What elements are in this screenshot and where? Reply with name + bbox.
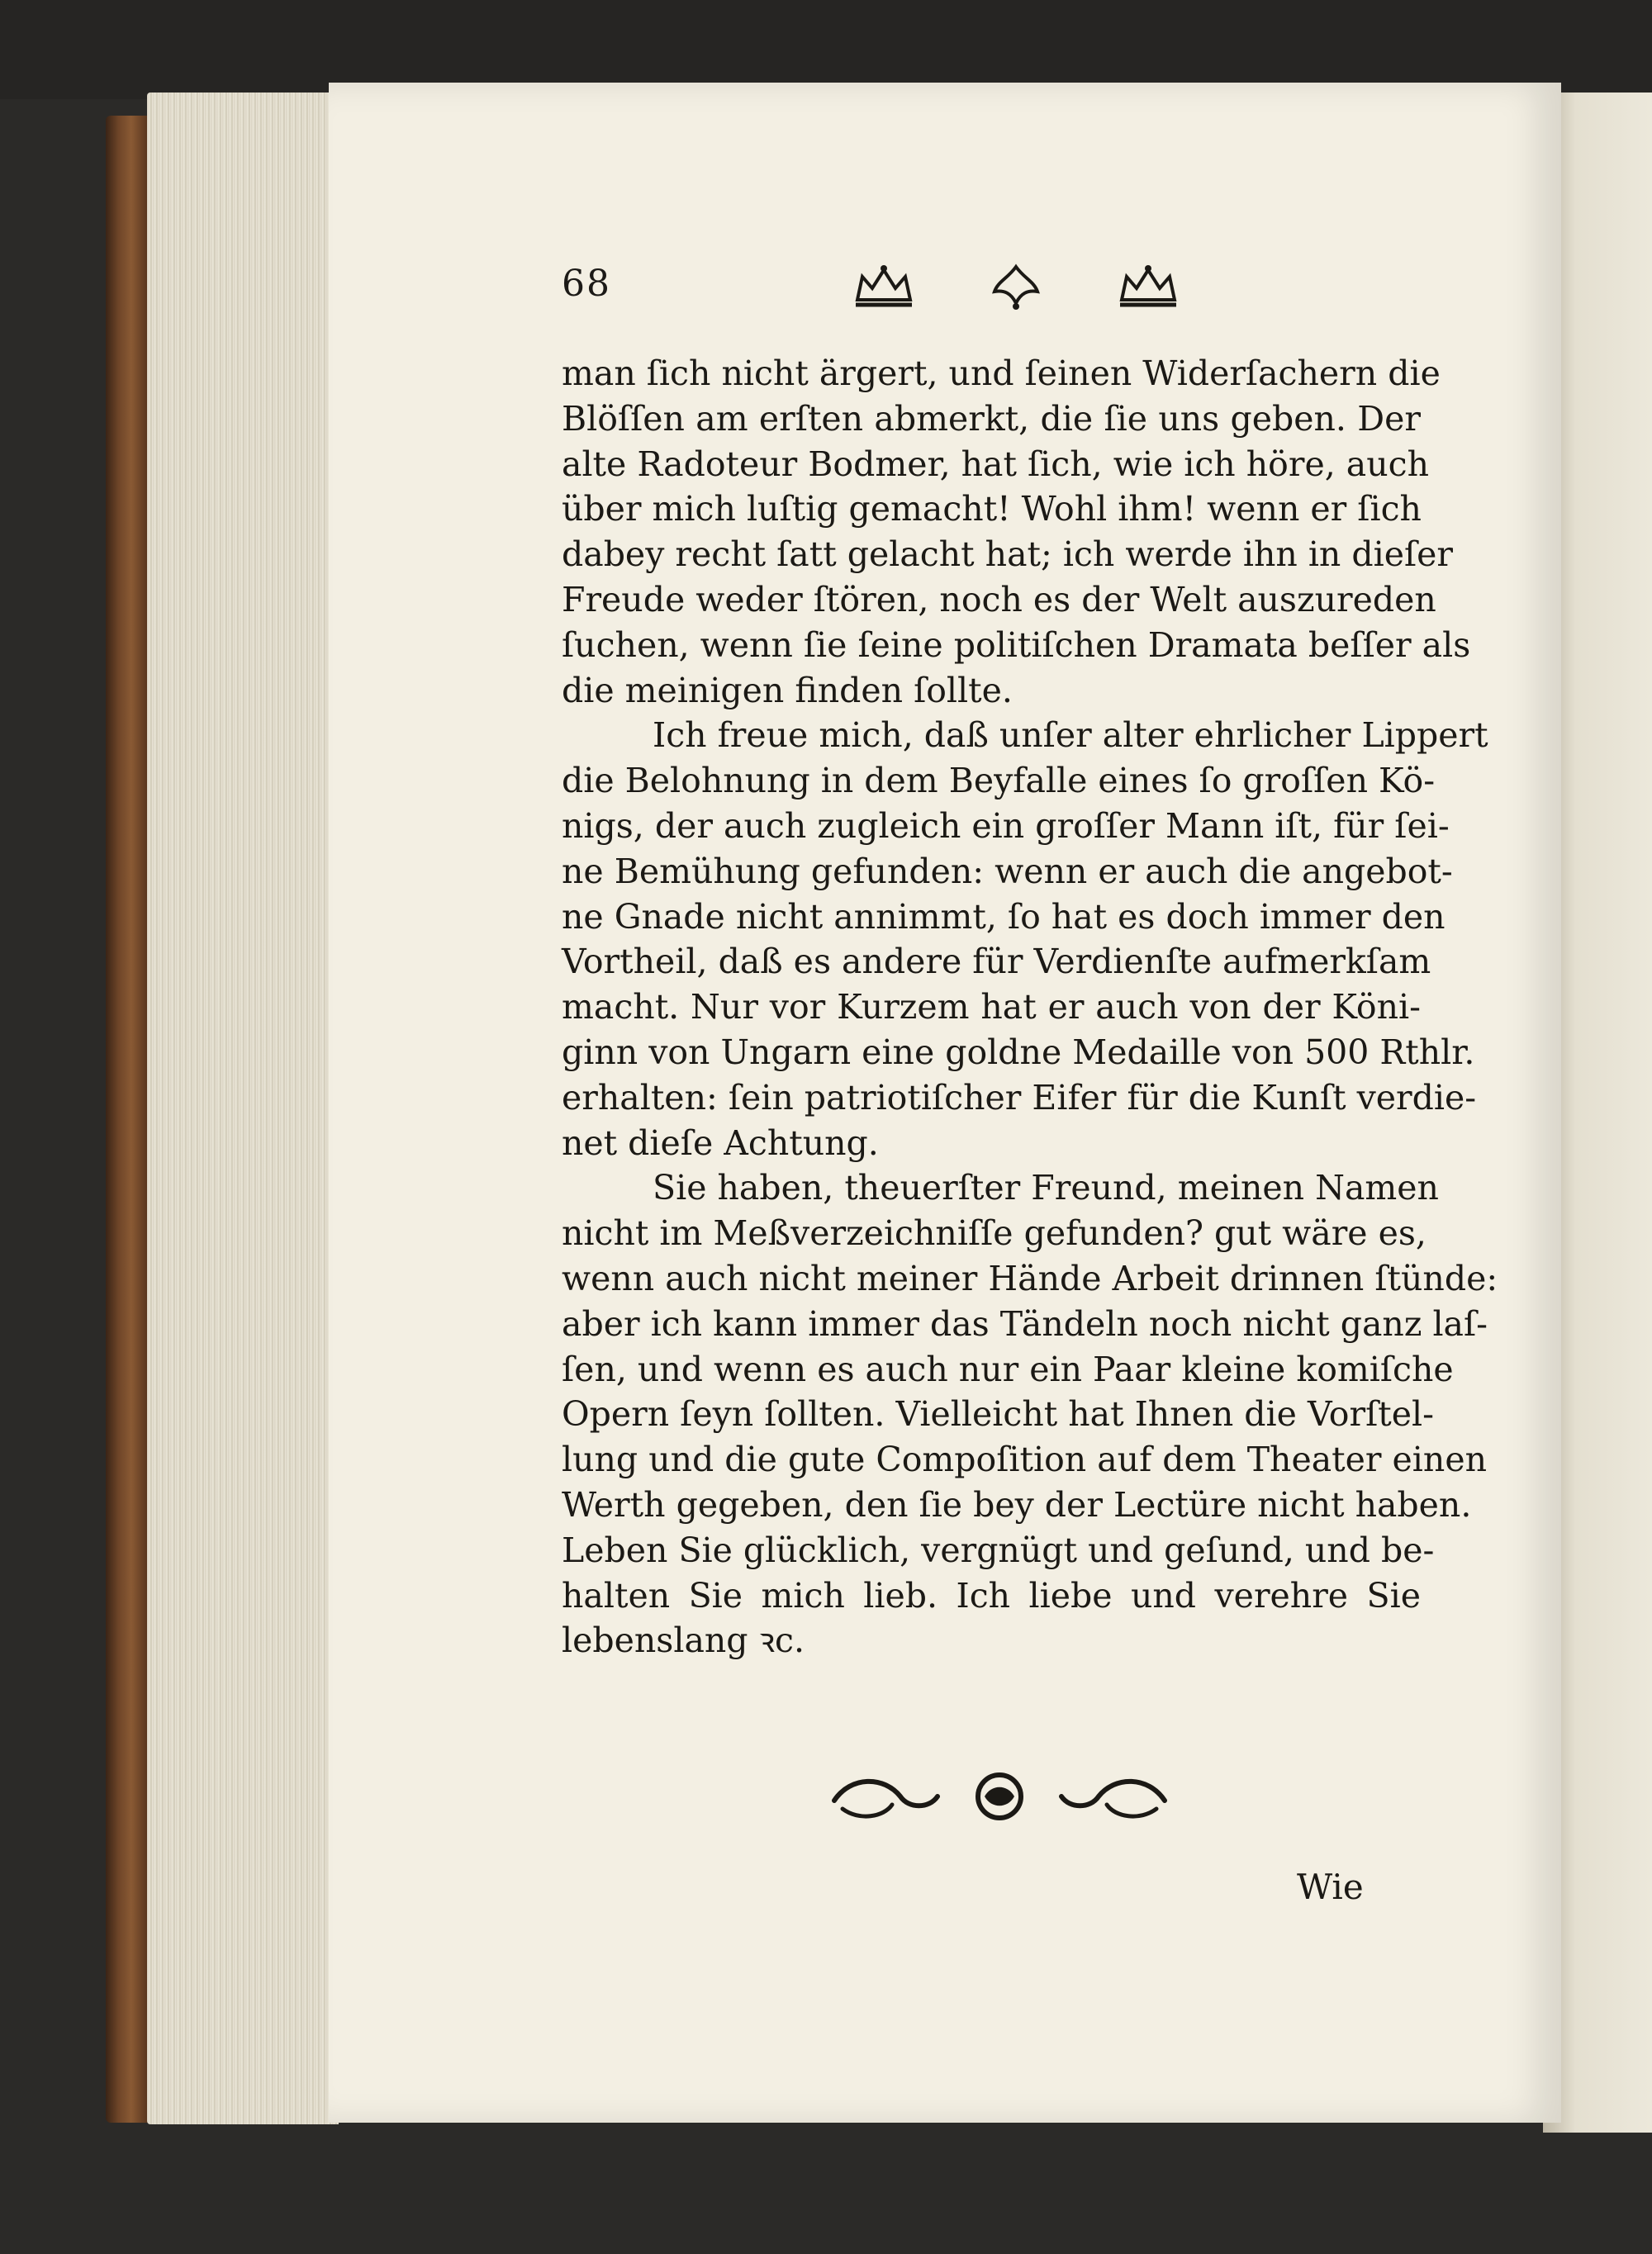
text-line: lung und die gute Compoſition auf dem Theater einen [562, 1440, 1487, 1480]
text-line: Opern ſeyn ſollten. Vielleicht hat Ihnen die Vorſtel- [562, 1394, 1434, 1435]
text-line: über mich luſtig gemacht! Wohl ihm! wenn er ſich [562, 489, 1422, 529]
text-line: Ich freue mich, daß unſer alter ehrlicher Lippert [653, 715, 1488, 756]
text-line: nicht im Meßverzeichniſſe gefunden? gut wäre es, [562, 1213, 1427, 1254]
text-line: Leben Sie glücklich, vergnügt und geſund, und be- [562, 1530, 1435, 1570]
crown-ornament-icon [1115, 262, 1181, 311]
text-line: alte Radoteur Bodmer, hat ſich, wie ich höre, auch [562, 444, 1429, 484]
text-line: wenn auch nicht meiner Hände Arbeit drinnen ſtünde: [562, 1258, 1498, 1298]
text-line: man ſich nicht ärgert, und ſeinen Widerſachern die [562, 354, 1441, 393]
text-line: Sie haben, theuerſter Freund, meinen Namen [653, 1168, 1439, 1208]
crown-ornament-icon [851, 262, 917, 311]
tailpiece-ornament-icon [826, 1759, 1173, 1834]
text-line: dabey recht ſatt gelacht hat; ich werde ihn in dieſer [562, 534, 1454, 575]
page-number: 68 [562, 263, 611, 305]
text-line: lebenslang ꝛc. [562, 1621, 805, 1661]
page-edges [147, 93, 339, 2124]
text-line: erhalten: ſein patriotiſcher Eifer für die Kunſt verdie- [562, 1077, 1477, 1118]
text-line: aber ich kann immer das Tändeln noch nicht ganz laſ- [562, 1303, 1488, 1344]
text-line: die meinigen finden ſollte. [562, 670, 1013, 710]
text-line: die Belohnung in dem Beyfalle eines ſo groſſen Kö- [562, 761, 1436, 801]
text-line: Freude weder ſtören, noch es der Welt auszureden [562, 579, 1436, 619]
fleuron-ornament-icon [983, 262, 1049, 311]
header-ornament [851, 258, 1181, 316]
text-line: net dieſe Achtung. [562, 1122, 879, 1163]
text-line: ſen, und wenn es auch nur ein Paar kleine komiſche [562, 1349, 1454, 1389]
page-header [562, 263, 1437, 329]
text-line: halten Sie mich lieb. Ich liebe und verehre Sie [562, 1575, 1421, 1616]
catchword: Wie [1297, 1867, 1364, 1907]
text-line: ne Gnade nicht annimmt, ſo hat es doch immer den [562, 896, 1446, 937]
text-line: nigs, der auch zugleich ein groſſer Mann iſt, für ſei- [562, 805, 1450, 846]
text-line: Vortheil, daß es andere für Verdienſte aufmerkſam [562, 942, 1431, 982]
body-text [562, 351, 1498, 1663]
text-line: macht. Nur vor Kurzem hat er auch von der Köni- [562, 987, 1421, 1027]
text-line: ne Bemühung gefunden: wenn er auch die angebot- [562, 851, 1453, 891]
text-line: ginn von Ungarn eine goldne Medaille von 500 Rthlr. [562, 1032, 1475, 1072]
text-line: Blöſſen am erſten abmerkt, die ſie uns geben. Der [562, 398, 1421, 439]
text-line: ſuchen, wenn ſie ſeine politiſchen Dramata beſſer als [562, 624, 1471, 665]
text-line: Werth gegeben, den ſie bey der Lectüre nicht haben. [562, 1484, 1472, 1525]
